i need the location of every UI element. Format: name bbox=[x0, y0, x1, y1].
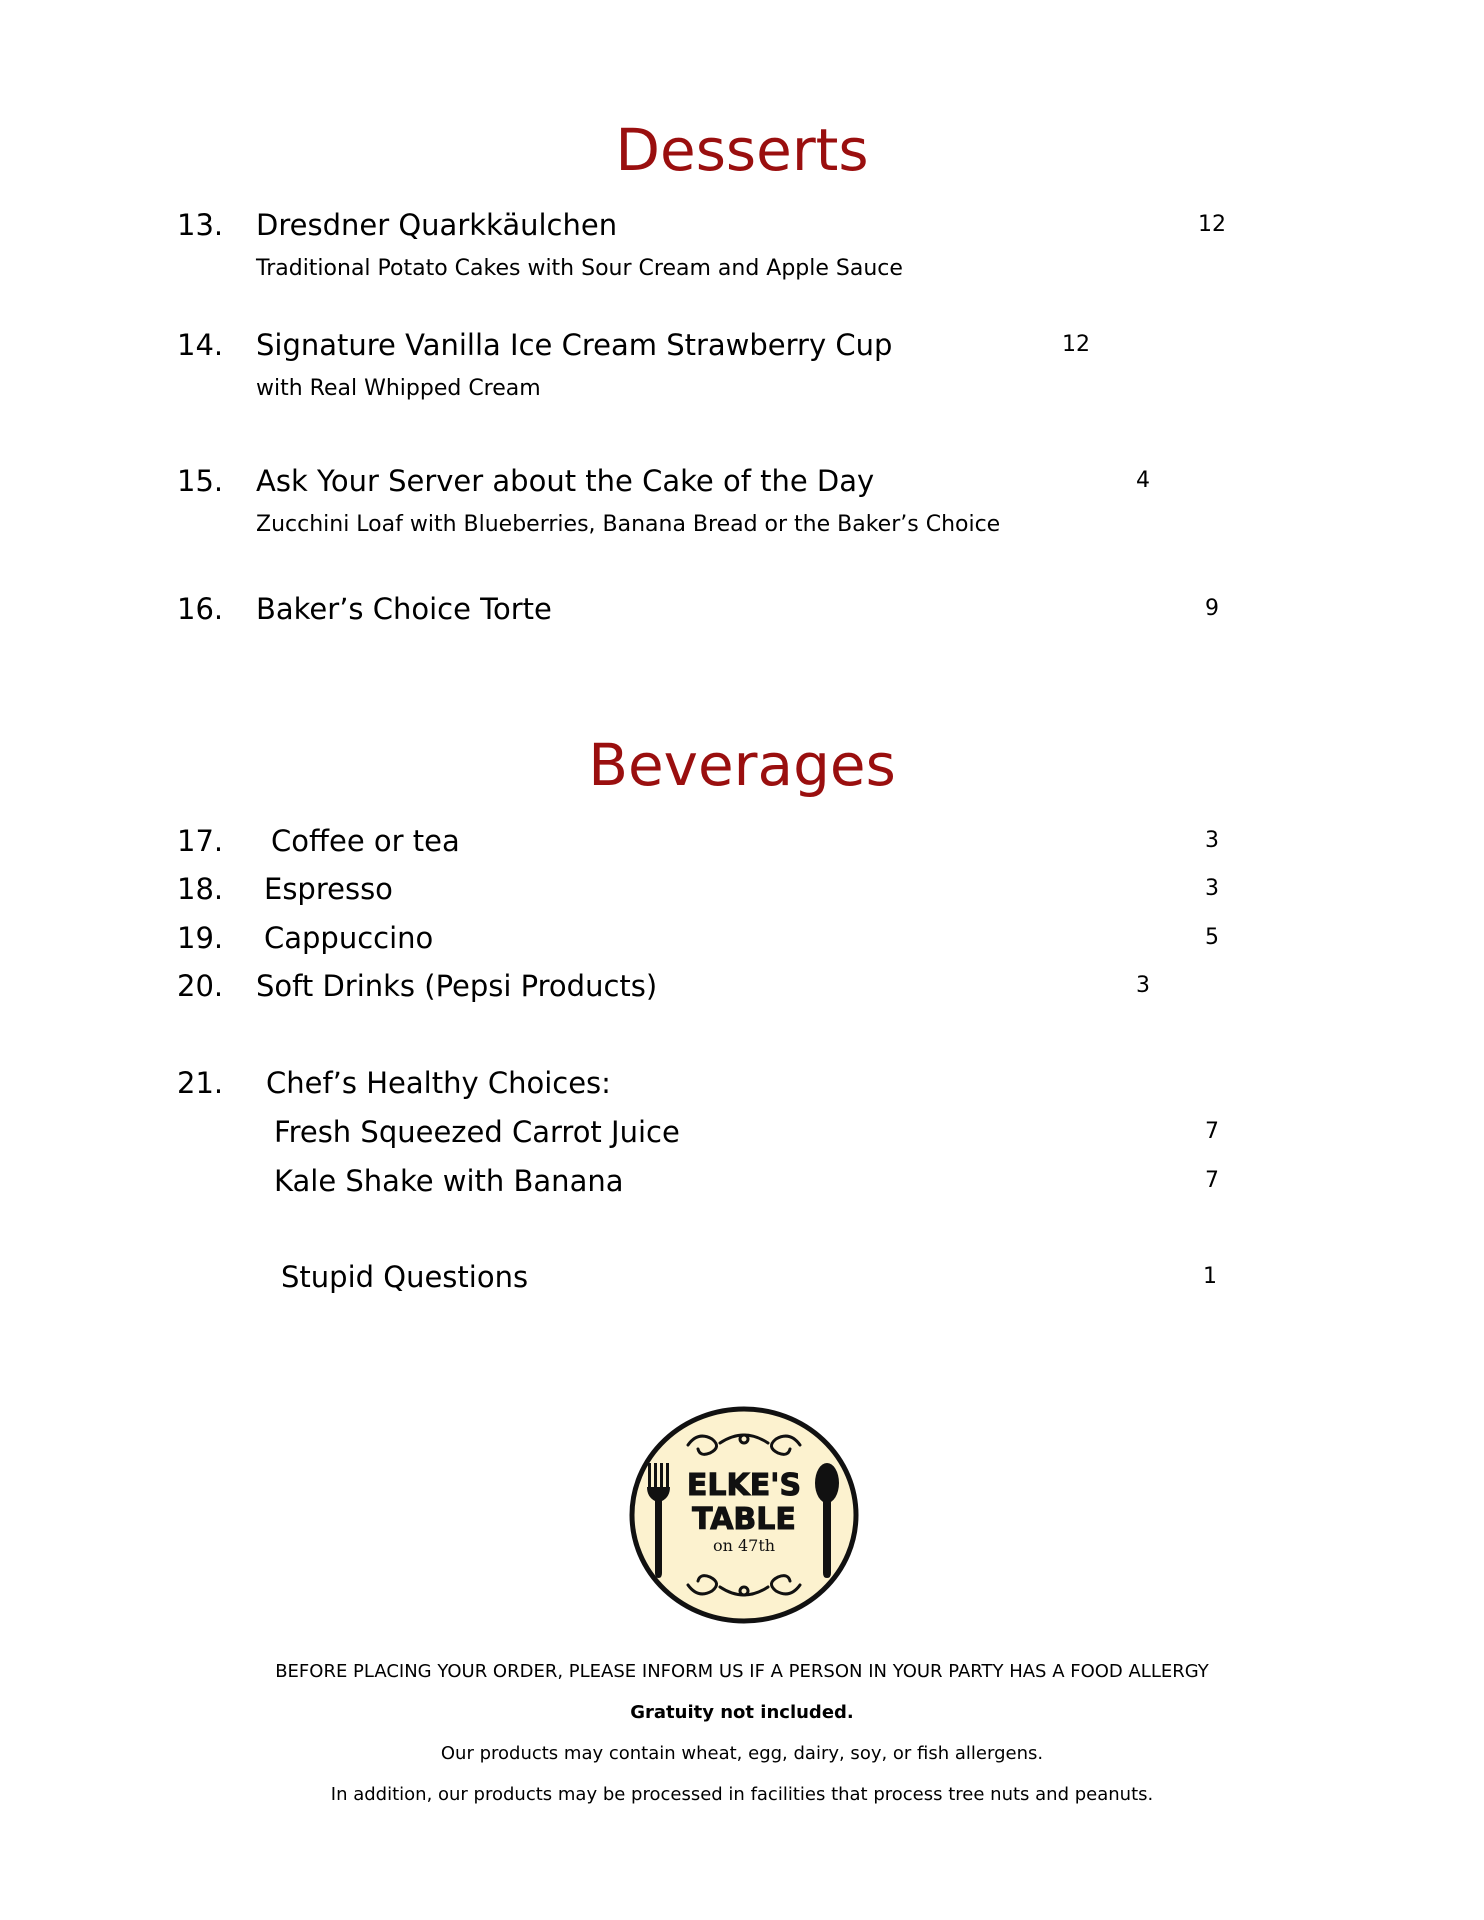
item-number: 15. bbox=[177, 464, 224, 498]
item-number: 18. bbox=[177, 872, 224, 906]
logo-line-2: TABLE bbox=[692, 1502, 796, 1537]
item-number: 20. bbox=[177, 969, 224, 1003]
desserts-heading: Desserts bbox=[615, 116, 869, 184]
gratuity-note: Gratuity not included. bbox=[630, 1702, 854, 1723]
restaurant-logo bbox=[628, 1405, 860, 1625]
item-number: 13. bbox=[177, 208, 224, 242]
item-price: 1 bbox=[1203, 1264, 1217, 1289]
item-number: 16. bbox=[177, 592, 224, 626]
item-price: 3 bbox=[1205, 876, 1219, 901]
item-price: 4 bbox=[1136, 468, 1150, 493]
item-name: Signature Vanilla Ice Cream Strawberry Cup bbox=[256, 328, 893, 362]
item-price: 12 bbox=[1062, 332, 1090, 357]
item-description: Traditional Potato Cakes with Sour Cream and Apple Sauce bbox=[256, 256, 903, 281]
item-price: 12 bbox=[1198, 212, 1226, 237]
item-price: 3 bbox=[1136, 973, 1150, 998]
beverages-heading: Beverages bbox=[588, 731, 896, 799]
item-number: 19. bbox=[177, 921, 224, 955]
item-name: Dresdner Quarkkäulchen bbox=[256, 208, 618, 242]
item-name: Ask Your Server about the Cake of the Day bbox=[256, 464, 875, 498]
item-name: Stupid Questions bbox=[281, 1260, 529, 1294]
item-name: Coffee or tea bbox=[271, 824, 460, 858]
item-name: Cappuccino bbox=[264, 921, 434, 955]
item-name: Baker’s Choice Torte bbox=[256, 592, 552, 626]
item-price: 7 bbox=[1205, 1119, 1219, 1144]
item-number: 21. bbox=[177, 1066, 224, 1100]
item-price: 3 bbox=[1205, 828, 1219, 853]
healthy-choices-title: Chef’s Healthy Choices: bbox=[266, 1066, 611, 1100]
logo-line-1: ELKE'S bbox=[686, 1468, 802, 1503]
item-number: 17. bbox=[177, 824, 224, 858]
item-number: 14. bbox=[177, 328, 224, 362]
logo-line-3: on 47th bbox=[712, 1536, 776, 1555]
item-name: Fresh Squeezed Carrot Juice bbox=[274, 1115, 680, 1149]
facilities-note: In addition, our products may be processed in facilities that process tree nuts and peanuts. bbox=[330, 1784, 1154, 1805]
item-name: Espresso bbox=[264, 872, 393, 906]
allergy-notice: BEFORE PLACING YOUR ORDER, PLEASE INFORM US IF A PERSON IN YOUR PARTY HAS A FOOD ALLERGY bbox=[275, 1661, 1209, 1682]
item-description: Zucchini Loaf with Blueberries, Banana Bread or the Baker’s Choice bbox=[256, 512, 1001, 537]
item-description: with Real Whipped Cream bbox=[256, 376, 541, 401]
item-name: Soft Drinks (Pepsi Products) bbox=[256, 969, 658, 1003]
item-name: Kale Shake with Banana bbox=[274, 1164, 624, 1198]
allergens-note: Our products may contain wheat, egg, dairy, soy, or fish allergens. bbox=[440, 1743, 1044, 1764]
item-price: 7 bbox=[1205, 1168, 1219, 1193]
item-price: 5 bbox=[1205, 925, 1219, 950]
item-price: 9 bbox=[1205, 596, 1219, 621]
